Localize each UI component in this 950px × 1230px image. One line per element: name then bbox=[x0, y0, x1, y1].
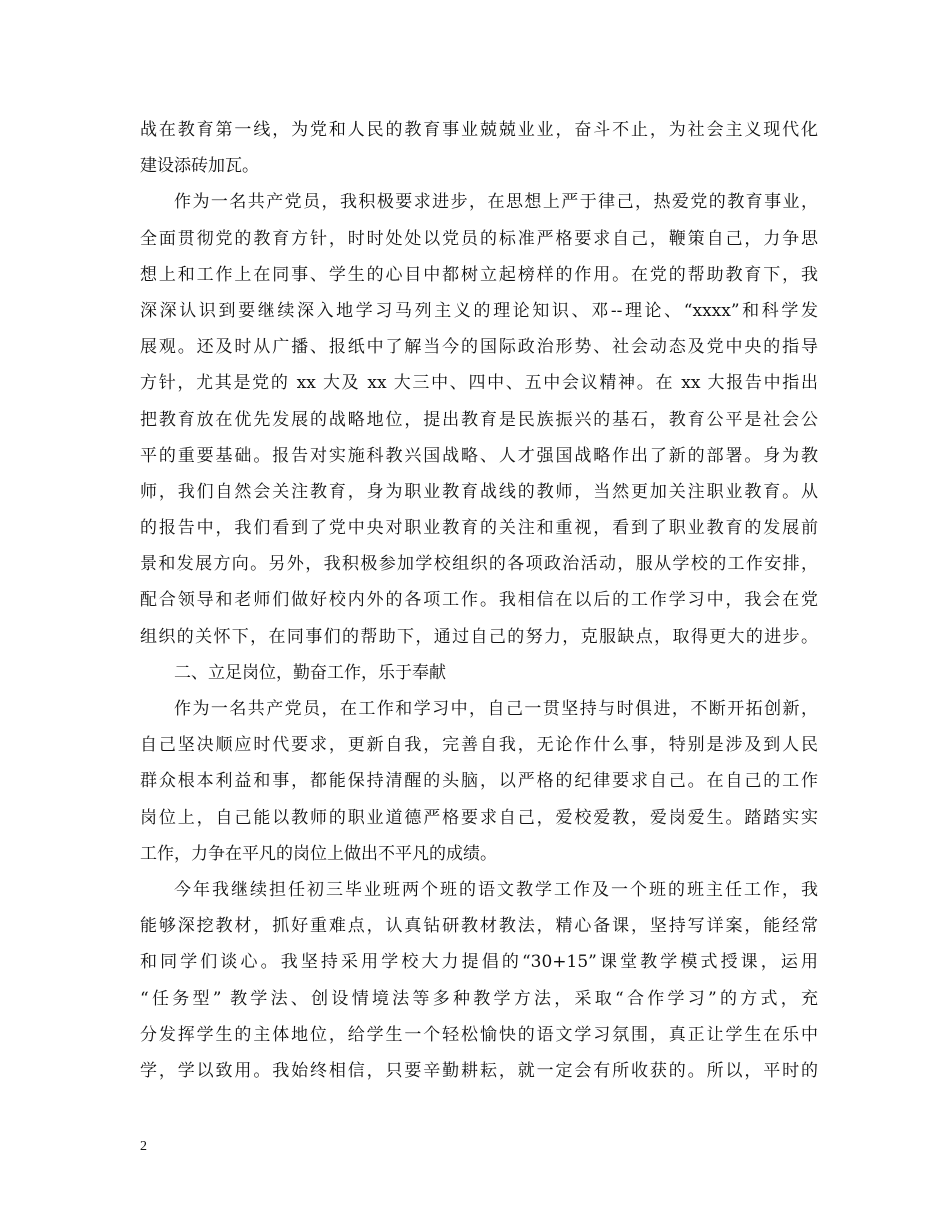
text-line: 深深认识到要继续深入地学习马列主义的理论知识、邓--理论、“xxxx”和科学发 bbox=[140, 300, 818, 321]
text-line: 今年我继续担任初三毕业班两个班的语文教学工作及一个班的班主任工作，我 bbox=[174, 879, 818, 900]
text-line: 战在教育第一线，为党和人民的教育事业兢兢业业，奋斗不止，为社会主义现代化 bbox=[140, 120, 818, 140]
text-line: 建设添砖加瓦。 bbox=[140, 156, 259, 177]
body-text bbox=[140, 112, 818, 1089]
text-line: 作为一名共产党员，我积极要求进步，在思想上严于律己，热爱党的教育事业， bbox=[174, 192, 818, 213]
page-number: 2 bbox=[140, 1139, 147, 1154]
text-line: 师，我们自然会关注教育，身为职业教育战线的教师，当然更加关注职业教育。从 bbox=[140, 481, 818, 502]
text-line: 全面贯彻党的教育方针，时时处处以党员的标准严格要求自己，鞭策自己，力争思 bbox=[140, 228, 818, 249]
text-line: 把教育放在优先发展的战略地位，提出教育是民族振兴的基石，教育公平是社会公 bbox=[140, 409, 818, 430]
text-line: “任务型” 教学法、创设情境法等多种教学方法，采取“合作学习”的方式，充 bbox=[140, 988, 818, 1009]
text-line: 展观。还及时从广播、报纸中了解当今的国际政治形势、社会动态及党中央的指导 bbox=[140, 337, 818, 358]
text-line: 平的重要基础。报告对实施科教兴国战略、人才强国战略作出了新的部署。身为教 bbox=[140, 445, 818, 466]
text-line: 能够深挖教材，抓好重难点，认真钻研教材教法，精心备课，坚持写详案，能经常 bbox=[140, 916, 818, 937]
text-line: 想上和工作上在同事、学生的心目中都树立起榜样的作用。在党的帮助教育下，我 bbox=[140, 264, 818, 285]
text-line: 的报告中，我们看到了党中央对职业教育的关注和重视，看到了职业教育的发展前 bbox=[140, 518, 818, 539]
text-line: 群众根本利益和事，都能保持清醒的头脑，以严格的纪律要求自己。在自己的工作 bbox=[140, 771, 818, 792]
text-line: 作为一名共产党员，在工作和学习中，自己一贯坚持与时俱进，不断开拓创新， bbox=[174, 699, 818, 719]
text-line: 学，学以致用。我始终相信，只要辛勤耕耘，就一定会有所收获的。所以，平时的 bbox=[140, 1060, 818, 1081]
text-line: 方针，尤其是党的 xx 大及 xx 大三中、四中、五中会议精神。在 xx 大报告中指出 bbox=[140, 373, 818, 394]
text-line: 和同学们谈心。我坚持采用学校大力提倡的“30+15”课堂教学模式授课，运用 bbox=[140, 952, 818, 973]
text-line: 自己坚决顺应时代要求，更新自我，完善自我，无论作什么事，特别是涉及到人民 bbox=[140, 735, 818, 756]
text-line: 组织的关怀下，在同事们的帮助下，通过自己的努力，克服缺点，取得更大的进步。 bbox=[140, 626, 818, 647]
text-line: 分发挥学生的主体地位，给学生一个轻松愉快的语文学习氛围，真正让学生在乐中 bbox=[140, 1024, 818, 1045]
text-line: 景和发展方向。另外，我积极参加学校组织的各项政治活动，服从学校的工作安排， bbox=[140, 554, 818, 575]
text-line: 配合领导和老师们做好校内外的各项工作。我相信在以后的工作学习中，我会在党 bbox=[140, 590, 818, 611]
text-line: 二、立足岗位，勤奋工作，乐于奉献 bbox=[174, 662, 446, 683]
text-line: 岗位上，自己能以教师的职业道德严格要求自己，爱校爱教，爱岗爱生。踏踏实实 bbox=[140, 807, 818, 828]
text-line: 工作，力争在平凡的岗位上做出不平凡的成绩。 bbox=[140, 843, 497, 864]
